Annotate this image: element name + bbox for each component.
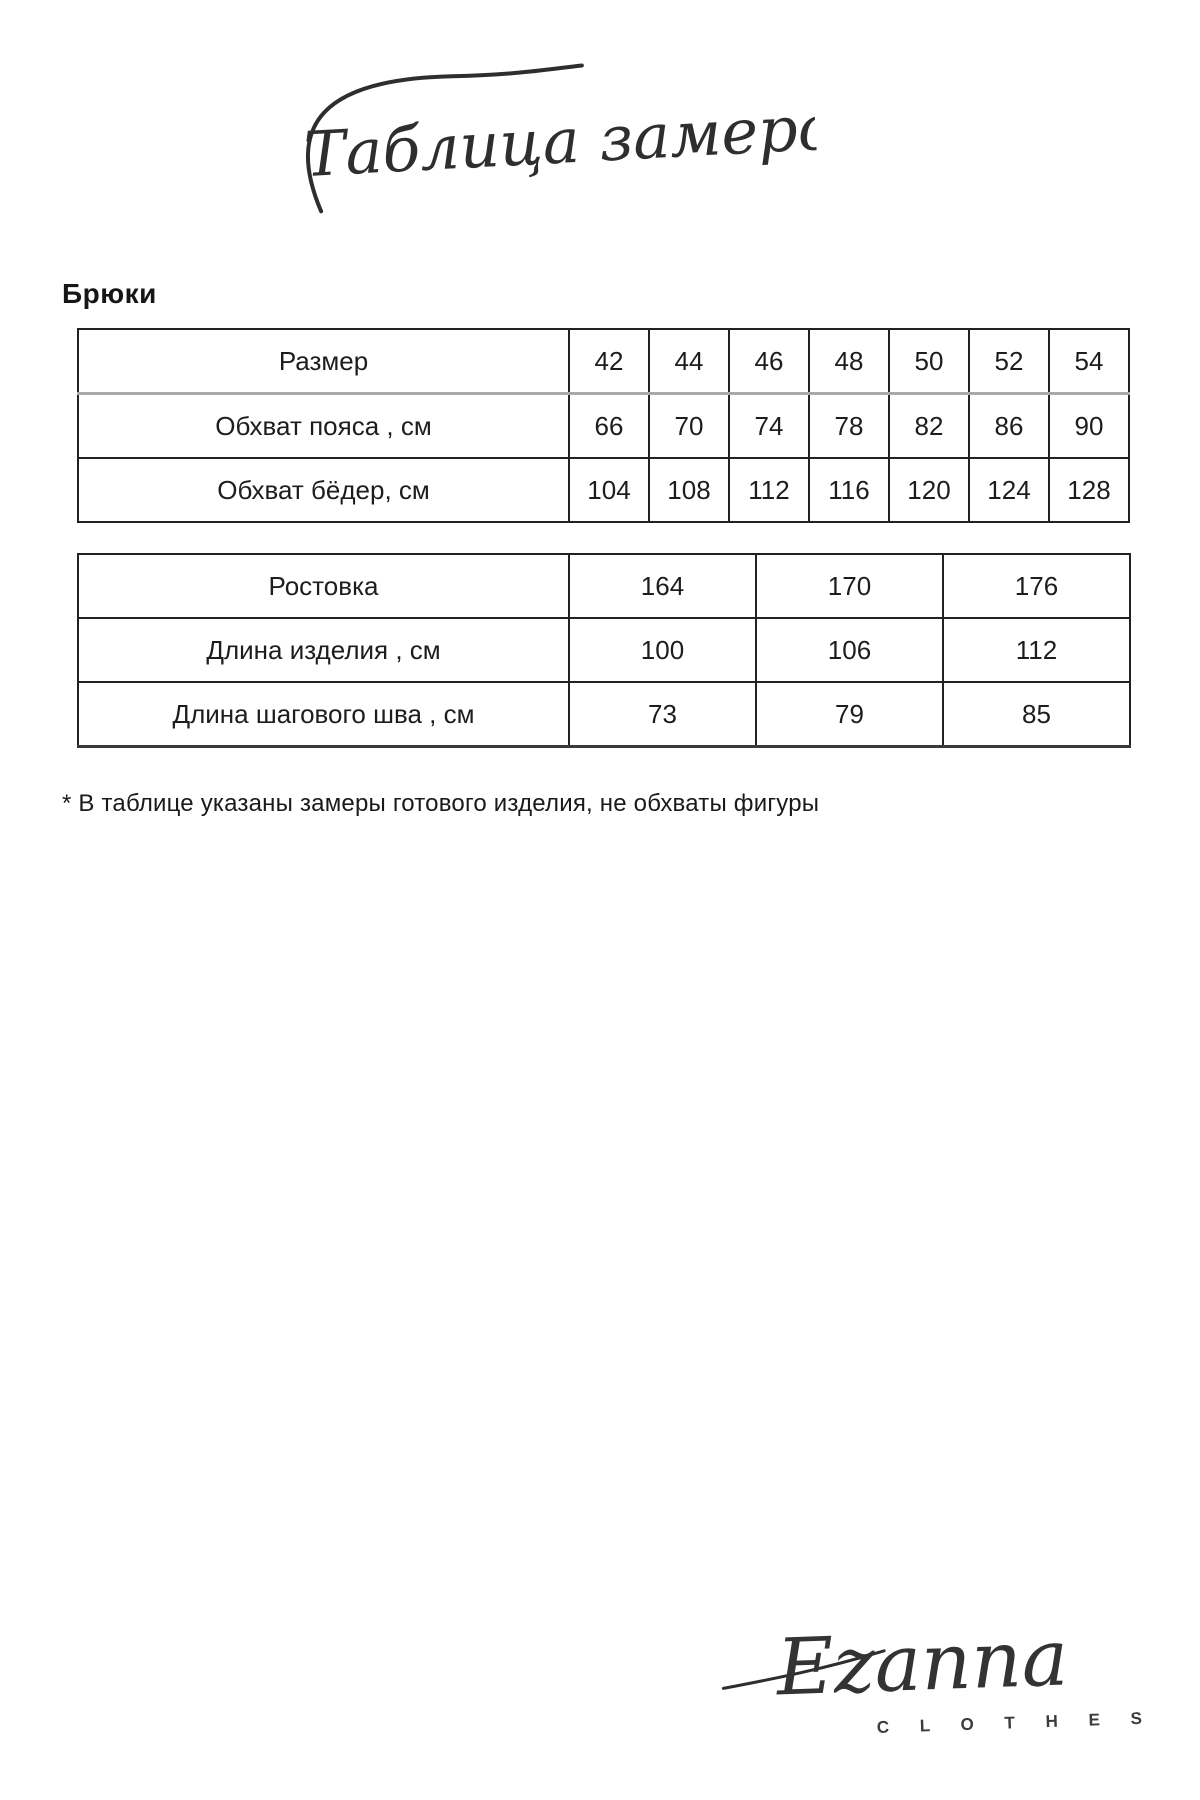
- value-cell: 73: [569, 682, 756, 747]
- table-row: [78, 394, 1129, 459]
- value-cell: 106: [756, 618, 943, 682]
- value-cell: 170: [756, 554, 943, 618]
- size-table: [77, 328, 1130, 523]
- value-cell: 79: [756, 682, 943, 747]
- value-cell: 70: [649, 394, 729, 459]
- value-cell: 176: [943, 554, 1130, 618]
- row-label-cell: Обхват бёдер, см: [78, 458, 569, 522]
- value-cell: 54: [1049, 329, 1129, 394]
- value-cell: 164: [569, 554, 756, 618]
- value-cell: 48: [809, 329, 889, 394]
- value-cell: 85: [943, 682, 1130, 747]
- footnote: * В таблице указаны замеры готового изделия, не обхваты фигуры: [62, 790, 820, 817]
- value-cell: 120: [889, 458, 969, 522]
- value-cell: 52: [969, 329, 1049, 394]
- brand-logo: [712, 1577, 1158, 1772]
- brand-logo-graphic: [712, 1577, 1158, 1772]
- value-cell: 112: [943, 618, 1130, 682]
- script-title-graphic: [251, 27, 819, 226]
- value-cell: 42: [569, 329, 649, 394]
- table-row: [78, 682, 1130, 747]
- row-label-cell: Длина шагового шва , см: [78, 682, 569, 747]
- table-row: [78, 554, 1130, 618]
- brand-name-text: Ezanna: [775, 1613, 1070, 1714]
- table-row: [78, 458, 1129, 522]
- row-label-cell: Ростовка: [78, 554, 569, 618]
- value-cell: 116: [809, 458, 889, 522]
- length-table: [77, 553, 1131, 748]
- value-cell: 50: [889, 329, 969, 394]
- value-cell: 46: [729, 329, 809, 394]
- value-cell: 128: [1049, 458, 1129, 522]
- value-cell: 86: [969, 394, 1049, 459]
- size-table-body: [78, 329, 1129, 522]
- value-cell: 44: [649, 329, 729, 394]
- length-table-body: [78, 554, 1130, 747]
- value-cell: 78: [809, 394, 889, 459]
- value-cell: 90: [1049, 394, 1129, 459]
- page-title-text: Таблица замеров: [302, 88, 820, 192]
- brand-subtitle-text: C L O T H E S: [876, 1708, 1156, 1738]
- page-title: [251, 27, 819, 226]
- value-cell: 82: [889, 394, 969, 459]
- value-cell: 100: [569, 618, 756, 682]
- table-row: [78, 329, 1129, 394]
- value-cell: 66: [569, 394, 649, 459]
- value-cell: 124: [969, 458, 1049, 522]
- value-cell: 104: [569, 458, 649, 522]
- value-cell: 108: [649, 458, 729, 522]
- table-row: [78, 618, 1130, 682]
- value-cell: 112: [729, 458, 809, 522]
- value-cell: 74: [729, 394, 809, 459]
- row-label-cell: Обхват пояса , см: [78, 394, 569, 459]
- row-label-cell: Длина изделия , см: [78, 618, 569, 682]
- row-label-cell: Размер: [78, 329, 569, 394]
- section-heading: Брюки: [62, 278, 157, 309]
